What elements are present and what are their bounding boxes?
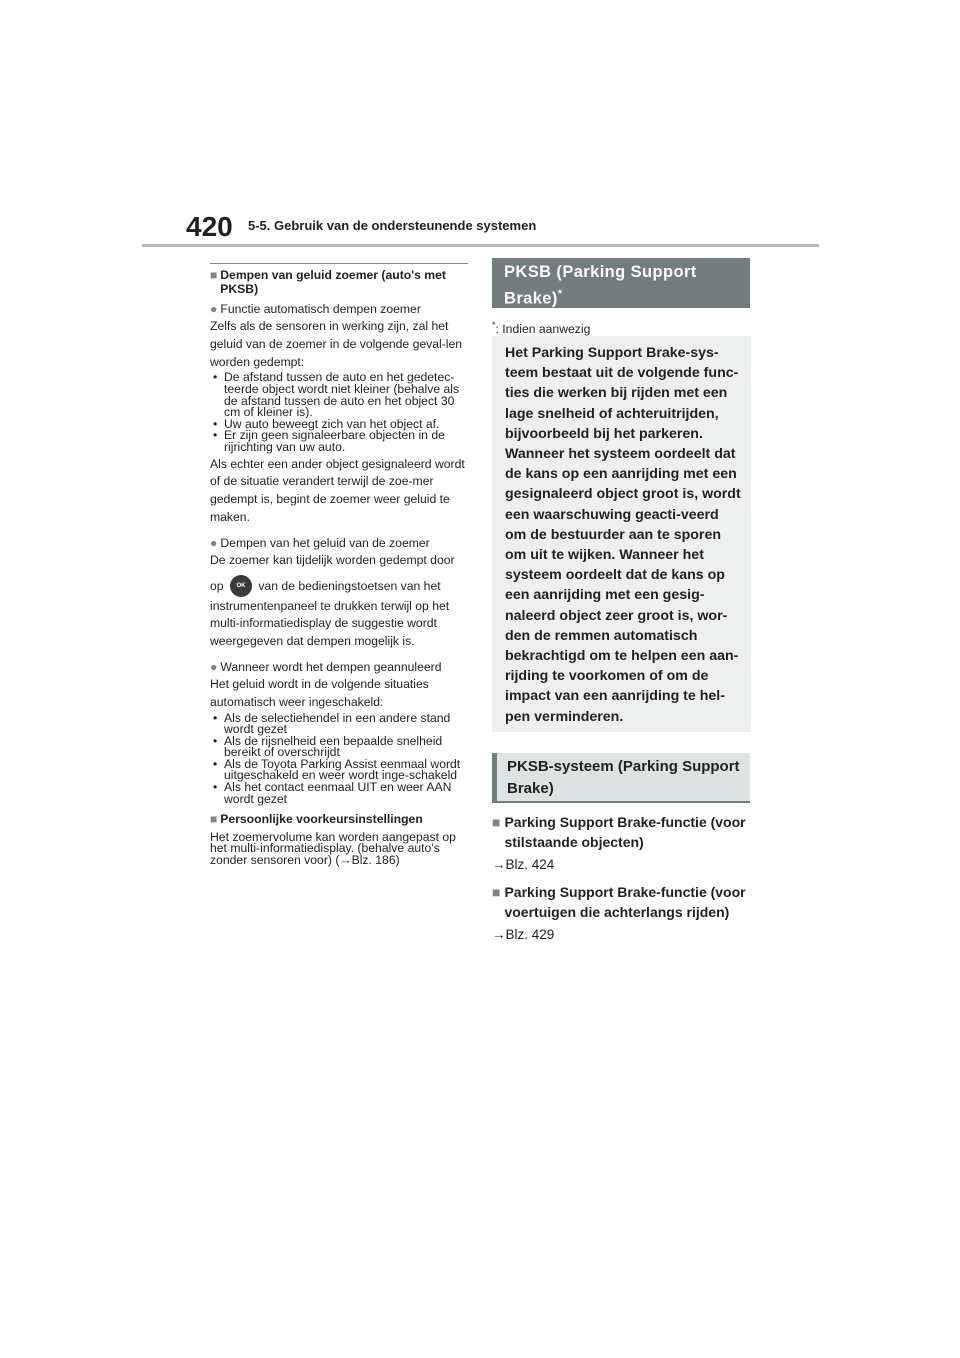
circle-bullet-icon: ● [210, 302, 218, 316]
page-reference-link[interactable]: →Blz. 429 [492, 927, 555, 942]
bullet-list [210, 372, 472, 453]
section-title-box [492, 258, 750, 308]
footnote-mark: * [557, 288, 563, 300]
bullet-list [210, 710, 472, 806]
heading-text: Parking Support Brake-functie (voor stilstaande objecten) [504, 814, 746, 850]
footnote-text: : Indien aanwezig [495, 322, 591, 337]
subheading [210, 301, 472, 318]
footnote-mark: * [492, 320, 496, 330]
section-title: PKSB (Parking Support Brake) [504, 263, 697, 308]
subheading-text: Dempen van het geluid van de zoemer [220, 535, 430, 550]
paragraph: Het zoemervolume kan worden aangepast op het multi-informatiedisplay. (behalve auto's zonder sensoren voor) (→Blz. 186) [210, 829, 456, 867]
right-column [492, 812, 752, 952]
subsection-title-box: PKSB-systeem (Parking Support Brake) [492, 753, 750, 803]
list-item: • Als het contact eenmaal UIT en weer AAN wordt gezet [210, 782, 472, 805]
subheading [210, 659, 472, 676]
ok-button-icon: OK [230, 575, 252, 597]
ok-button-line [210, 574, 472, 598]
list-item: • Er zijn geen signaleerbare objecten in de rijrichting van uw auto. [210, 430, 472, 453]
paragraph: Het geluid wordt in de volgende situaties automatisch weer ingeschakeld: [210, 676, 429, 709]
paragraph: De zoemer kan tijdelijk worden gedempt door [210, 552, 455, 567]
list-item: • Als de Toyota Parking Assist eenmaal wordt uitgeschakeld en weer wordt inge-schakeld [210, 759, 472, 782]
subheading-text: Functie automatisch dempen zoemer [220, 302, 421, 316]
column-rule [210, 263, 468, 264]
paragraph: Als echter een ander object gesignaleerd wordt of de situatie verandert terwijl de zoe-mer gedempt is, begint de zoemer weer geluid te maken. [210, 456, 465, 524]
square-bullet-icon: ■ [492, 884, 501, 900]
text: op [210, 578, 224, 593]
paragraph: instrumentenpaneel te drukken terwijl op het multi-informatiedisplay de suggestie wordt weergegeven dat dempen mogelijk is. [210, 598, 450, 649]
square-bullet-icon: ■ [210, 812, 218, 827]
page-number: 420 [186, 211, 233, 242]
section-heading [210, 813, 472, 827]
square-bullet-icon: ■ [210, 268, 218, 282]
text: van de bedieningstoetsen van het [258, 578, 441, 593]
running-header: 5-5. Gebruik van de ondersteunende systemen [248, 218, 537, 233]
circle-bullet-icon: ● [210, 659, 218, 674]
heading-text: Dempen van geluid zoemer (auto's met PKSB) [220, 268, 446, 296]
list-item: • Als de rijsnelheid een bepaalde snelheid bereikt of overschrijdt [210, 736, 472, 759]
subheading-text: Wanneer wordt het dempen geannuleerd [220, 659, 442, 674]
intro-box: Het Parking Support Brake-sys-teem bestaat uit de volgende func-ties die werken bij rijden met een lage snelheid of achteruitrijden, bijvoorbeeld bij het parkeren. Wanneer het systeem oordeelt dat de kans op een aanrijding met een gesignaleerd object groot is, wordt een waarschuwing geacti-veerd om de bestuurder aan te sporen om uit te wijken. Wanneer het systeem oordeelt dat de kans op een aanrijding met een gesig-naleerd object zeer groot is, wor-den de remmen automatisch bekrachtigd om te helpen een aan-rijding te voorkomen of om de impact van een aanrijding te hel-pen verminderen. [492, 336, 751, 732]
paragraph: Zelfs als de sensoren in werking zijn, zal het geluid van de zoemer in de volgende geval-len worden gedempt: [210, 319, 463, 369]
list-item: • Uw auto beweegt zich van het object af. [210, 419, 472, 431]
heading-text: Parking Support Brake-functie (voor voertuigen die achterlangs rijden) [504, 884, 746, 920]
function-heading [492, 812, 752, 852]
circle-bullet-icon: ● [210, 535, 218, 550]
footnote [492, 320, 590, 336]
page-reference-link[interactable]: →Blz. 424 [492, 857, 555, 872]
section-heading [210, 269, 472, 296]
left-column [210, 269, 472, 867]
heading-text: Persoonlijke voorkeursinstellingen [220, 812, 423, 827]
list-item: • De afstand tussen de auto en het gedetec-teerde object wordt niet kleiner (behalve als de afstand tussen de auto en het object 30 cm of kleiner is). [210, 372, 472, 418]
square-bullet-icon: ■ [492, 814, 501, 830]
function-heading [492, 882, 752, 922]
header-rule [142, 244, 819, 247]
list-item: • Als de selectiehendel in een andere stand wordt gezet [210, 713, 472, 736]
subheading [210, 535, 472, 552]
